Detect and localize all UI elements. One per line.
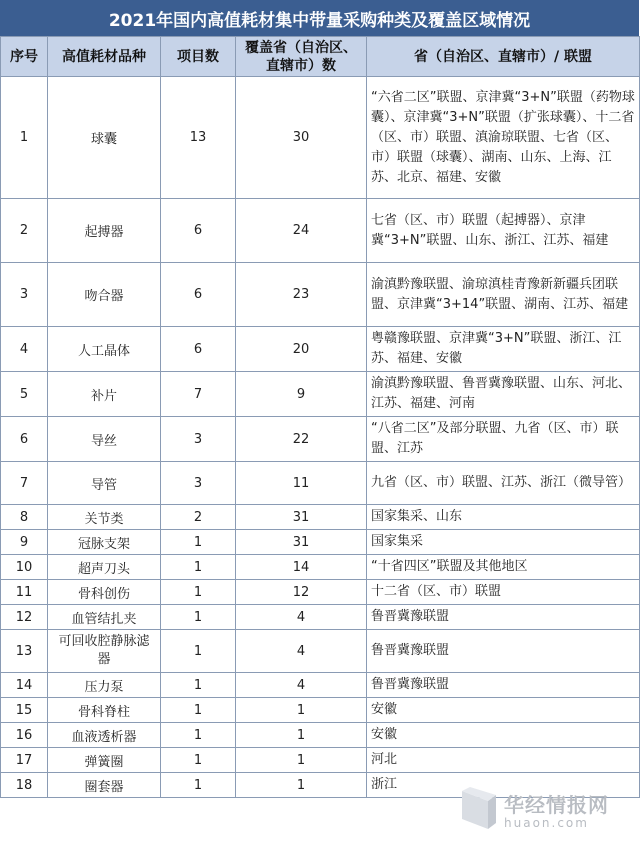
table-row <box>1 580 640 605</box>
row-number: 4 <box>1 327 48 372</box>
row-province-count: 1 <box>236 773 367 798</box>
row-regions: “八省二区”及部分联盟、九省（区、市）联盟、江苏 <box>367 417 640 462</box>
row-project-count: 13 <box>161 77 236 199</box>
row-number: 13 <box>1 630 48 673</box>
row-number: 6 <box>1 417 48 462</box>
row-regions: 七省（区、市）联盟（起搏器）、京津冀“3+N”联盟、山东、浙江、江苏、福建 <box>367 199 640 263</box>
table-row <box>1 327 640 372</box>
row-province-count: 24 <box>236 199 367 263</box>
row-number: 11 <box>1 580 48 605</box>
row-number: 16 <box>1 723 48 748</box>
row-product: 血管结扎夹 <box>48 605 161 630</box>
row-province-count: 12 <box>236 580 367 605</box>
header-provinces: 覆盖省（自治区、直辖市）数 <box>236 37 367 77</box>
row-regions: 鲁晋冀豫联盟 <box>367 673 640 698</box>
row-project-count: 7 <box>161 372 236 417</box>
table-row <box>1 748 640 773</box>
row-number: 5 <box>1 372 48 417</box>
table-row <box>1 417 640 462</box>
row-number: 12 <box>1 605 48 630</box>
row-product: 冠脉支架 <box>48 530 161 555</box>
row-province-count: 14 <box>236 555 367 580</box>
row-project-count: 1 <box>161 605 236 630</box>
row-number: 15 <box>1 698 48 723</box>
table-row <box>1 673 640 698</box>
table-row <box>1 605 640 630</box>
row-product: 弹簧圈 <box>48 748 161 773</box>
table-row <box>1 77 640 199</box>
row-product: 吻合器 <box>48 263 161 327</box>
row-project-count: 1 <box>161 555 236 580</box>
watermark-en: huaon.com <box>504 815 589 830</box>
row-product: 骨科脊柱 <box>48 698 161 723</box>
data-table <box>0 36 640 798</box>
row-regions: 安徽 <box>367 723 640 748</box>
row-number: 2 <box>1 199 48 263</box>
row-province-count: 1 <box>236 748 367 773</box>
row-province-count: 4 <box>236 605 367 630</box>
row-regions: 渝滇黔豫联盟、鲁晋冀豫联盟、山东、河北、江苏、福建、河南 <box>367 372 640 417</box>
row-province-count: 11 <box>236 462 367 505</box>
row-project-count: 1 <box>161 748 236 773</box>
row-product: 超声刀头 <box>48 555 161 580</box>
table-row <box>1 530 640 555</box>
row-project-count: 3 <box>161 417 236 462</box>
row-province-count: 22 <box>236 417 367 462</box>
row-product: 骨科创伤 <box>48 580 161 605</box>
row-province-count: 31 <box>236 530 367 555</box>
row-product: 导丝 <box>48 417 161 462</box>
page-title: 2021年国内高值耗材集中带量采购种类及覆盖区域情况 <box>0 0 639 36</box>
row-regions: 鲁晋冀豫联盟 <box>367 605 640 630</box>
table-row <box>1 462 640 505</box>
row-regions: 九省（区、市）联盟、江苏、浙江（微导管） <box>367 462 640 505</box>
table-row <box>1 505 640 530</box>
row-regions: 鲁晋冀豫联盟 <box>367 630 640 673</box>
row-project-count: 1 <box>161 580 236 605</box>
row-number: 17 <box>1 748 48 773</box>
row-regions: 安徽 <box>367 698 640 723</box>
row-number: 3 <box>1 263 48 327</box>
row-regions: “六省二区”联盟、京津冀“3+N”联盟（药物球囊）、京津冀“3+N”联盟（扩张球囊）、十二省（区、市）联盟、滇渝琼联盟、七省（区、市）联盟（球囊）、湖南、山东、上海、江苏、北京、福建、安徽 <box>367 77 640 199</box>
row-province-count: 1 <box>236 723 367 748</box>
row-project-count: 6 <box>161 263 236 327</box>
row-province-count: 4 <box>236 630 367 673</box>
row-project-count: 2 <box>161 505 236 530</box>
row-product: 人工晶体 <box>48 327 161 372</box>
row-province-count: 23 <box>236 263 367 327</box>
row-province-count: 4 <box>236 673 367 698</box>
row-regions: 十二省（区、市）联盟 <box>367 580 640 605</box>
row-project-count: 1 <box>161 723 236 748</box>
row-product: 可回收腔静脉滤器 <box>48 630 161 673</box>
row-number: 8 <box>1 505 48 530</box>
row-project-count: 1 <box>161 673 236 698</box>
row-number: 18 <box>1 773 48 798</box>
row-product: 起搏器 <box>48 199 161 263</box>
row-project-count: 6 <box>161 327 236 372</box>
row-regions: “十省四区”联盟及其他地区 <box>367 555 640 580</box>
table-row <box>1 263 640 327</box>
row-project-count: 1 <box>161 773 236 798</box>
row-project-count: 1 <box>161 530 236 555</box>
row-number: 7 <box>1 462 48 505</box>
header-regions: 省（自治区、直辖市）/ 联盟 <box>367 37 640 77</box>
row-regions: 粤赣豫联盟、京津冀“3+N”联盟、浙江、江苏、福建、安徽 <box>367 327 640 372</box>
row-regions: 国家集采 <box>367 530 640 555</box>
header-projects: 项目数 <box>161 37 236 77</box>
watermark-cn: 华经情报网 <box>504 792 609 817</box>
row-product: 血液透析器 <box>48 723 161 748</box>
row-product: 补片 <box>48 372 161 417</box>
table-row <box>1 698 640 723</box>
table-row <box>1 372 640 417</box>
table-row <box>1 723 640 748</box>
header-no: 序号 <box>1 37 48 77</box>
header-product: 高值耗材品种 <box>48 37 161 77</box>
row-project-count: 6 <box>161 199 236 263</box>
row-regions: 浙江 <box>367 773 640 798</box>
row-number: 14 <box>1 673 48 698</box>
header-row <box>1 37 640 77</box>
table-row <box>1 555 640 580</box>
table-row <box>1 630 640 673</box>
row-number: 1 <box>1 77 48 199</box>
row-product: 导管 <box>48 462 161 505</box>
row-product: 压力泵 <box>48 673 161 698</box>
row-regions: 国家集采、山东 <box>367 505 640 530</box>
row-project-count: 1 <box>161 630 236 673</box>
row-province-count: 9 <box>236 372 367 417</box>
row-product: 关节类 <box>48 505 161 530</box>
row-number: 10 <box>1 555 48 580</box>
row-province-count: 31 <box>236 505 367 530</box>
row-province-count: 1 <box>236 698 367 723</box>
row-product: 圈套器 <box>48 773 161 798</box>
row-province-count: 20 <box>236 327 367 372</box>
row-regions: 河北 <box>367 748 640 773</box>
table-body <box>1 77 640 798</box>
row-regions: 渝滇黔豫联盟、渝琼滇桂青豫新新疆兵团联盟、京津冀“3+14”联盟、湖南、江苏、福建 <box>367 263 640 327</box>
row-project-count: 1 <box>161 698 236 723</box>
row-product: 球囊 <box>48 77 161 199</box>
table-row <box>1 199 640 263</box>
row-project-count: 3 <box>161 462 236 505</box>
table-row <box>1 773 640 798</box>
row-province-count: 30 <box>236 77 367 199</box>
row-number: 9 <box>1 530 48 555</box>
